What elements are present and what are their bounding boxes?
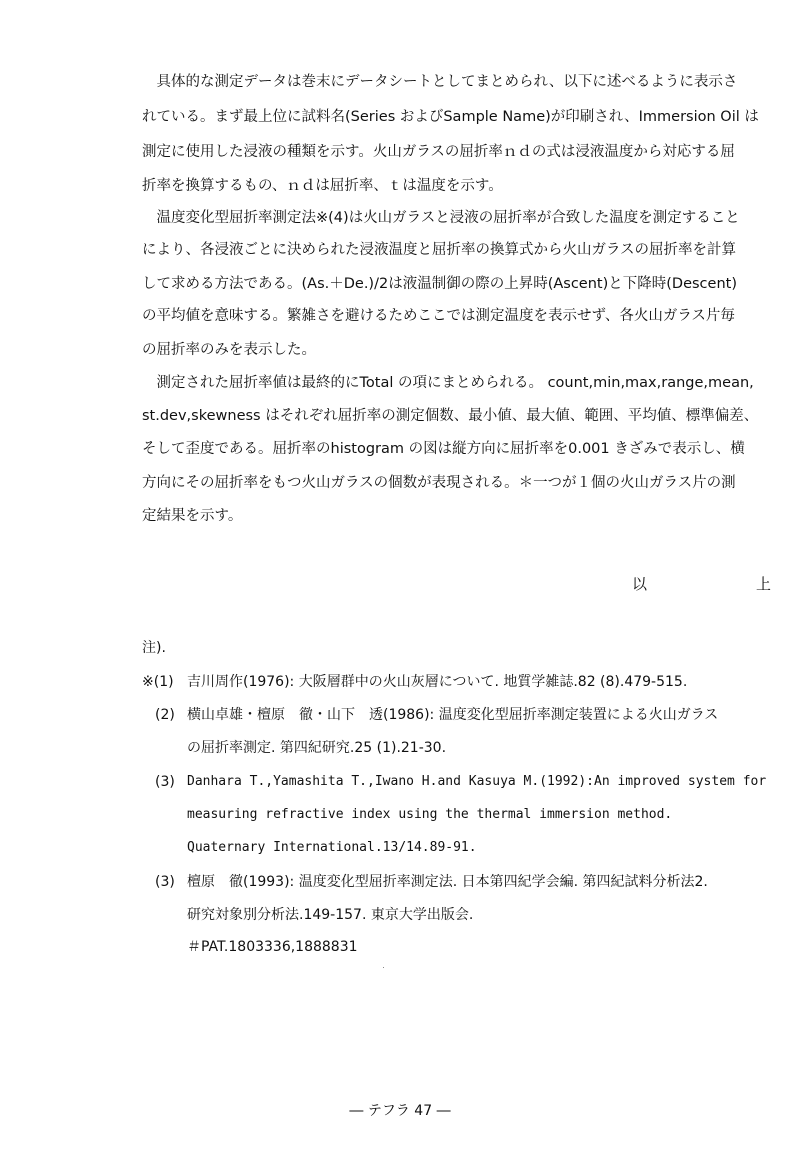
reference-number: (2) (155, 707, 175, 723)
reference-number: ※(1) (142, 674, 174, 690)
text-line: 測定に使用した浸液の種類を示す。火山ガラスの屈折率ｎｄの式は浸液温度から対応する屈 (142, 144, 735, 160)
text-line: により、各浸液ごとに決められた浸液温度と屈折率の換算式から火山ガラスの屈折率を計算 (142, 242, 737, 258)
reference-text: の屈折率測定. 第四紀研究.25 (1).21-30. (187, 740, 447, 756)
notes-heading: 注). (142, 640, 166, 656)
reference-text: 研究対象別分析法.149-157. 東京大学出版会. (187, 907, 474, 923)
reference-number: (3) (155, 874, 175, 890)
text-line: の平均値を意味する。繁雑さを避けるためここでは測定温度を表示せず、各火山ガラス片毎 (142, 308, 735, 324)
text-line: st.dev,skewness はそれぞれ屈折率の測定個数、最小値、最大値、範囲、平均値、標準偏差、 (142, 408, 759, 424)
closing-mark-second: 上 (756, 575, 772, 593)
text-line: れている。まず最上位に試料名(Series およびSample Name)が印刷され、Immersion Oil は (142, 109, 759, 125)
page-number: ― テフラ 47 ― (349, 1103, 451, 1119)
reference-text: Danhara T.,Yamashita T.,Iwano H.and Kasuya M.(1992):An improved system for (187, 774, 767, 789)
reference-text: 檀原 徹(1993): 温度変化型屈折率測定法. 日本第四紀学会編. 第四紀試料分析法2. (187, 874, 708, 890)
text-line: 折率を換算するもの、ｎｄは屈折率、ｔは温度を示す。 (142, 178, 503, 194)
reference-text: 吉川周作(1976): 大阪層群中の火山灰層について. 地質学雑誌.82 (8).479-515. (187, 674, 688, 690)
reference-text: measuring refractive index using the thermal immersion method. (187, 807, 673, 822)
text-line: 具体的な測定データは巻末にデータシートとしてまとめられ、以下に述べるように表示さ (142, 74, 738, 90)
reference-text: Quaternary International.13/14.89-91. (187, 840, 477, 855)
reference-number: (3) (155, 774, 175, 790)
text-line: 測定された屈折率値は最終的にTotal の項にまとめられる。 count,min,max,range,mean, (142, 375, 754, 391)
reference-text: ＃PAT.1803336,1888831 (187, 939, 358, 955)
text-line: 方向にその屈折率をもつ火山ガラスの個数が表現される。＊一つが１個の火山ガラス片の測 (142, 475, 736, 491)
text-line: の屈折率のみを表示した。 (142, 342, 316, 358)
closing-mark-first: 以 (632, 575, 648, 593)
text-line: して求める方法である。(As.＋De.)/2は液温制御の際の上昇時(Ascent)と下降時(Descent) (142, 276, 737, 292)
text-line: 温度変化型屈折率測定法※(4)は火山ガラスと浸液の屈折率が合致した温度を測定すること (142, 210, 740, 226)
text-line: 定結果を示す。 (142, 508, 243, 524)
text-line: そして歪度である。屈折率のhistogram の図は縦方向に屈折率を0.001 きざみで表示し、横 (142, 441, 745, 457)
reference-text: 横山卓雄・檀原 徹・山下 透(1986): 温度変化型屈折率測定装置による火山ガラス (187, 707, 719, 723)
stray-dot (383, 967, 384, 968)
